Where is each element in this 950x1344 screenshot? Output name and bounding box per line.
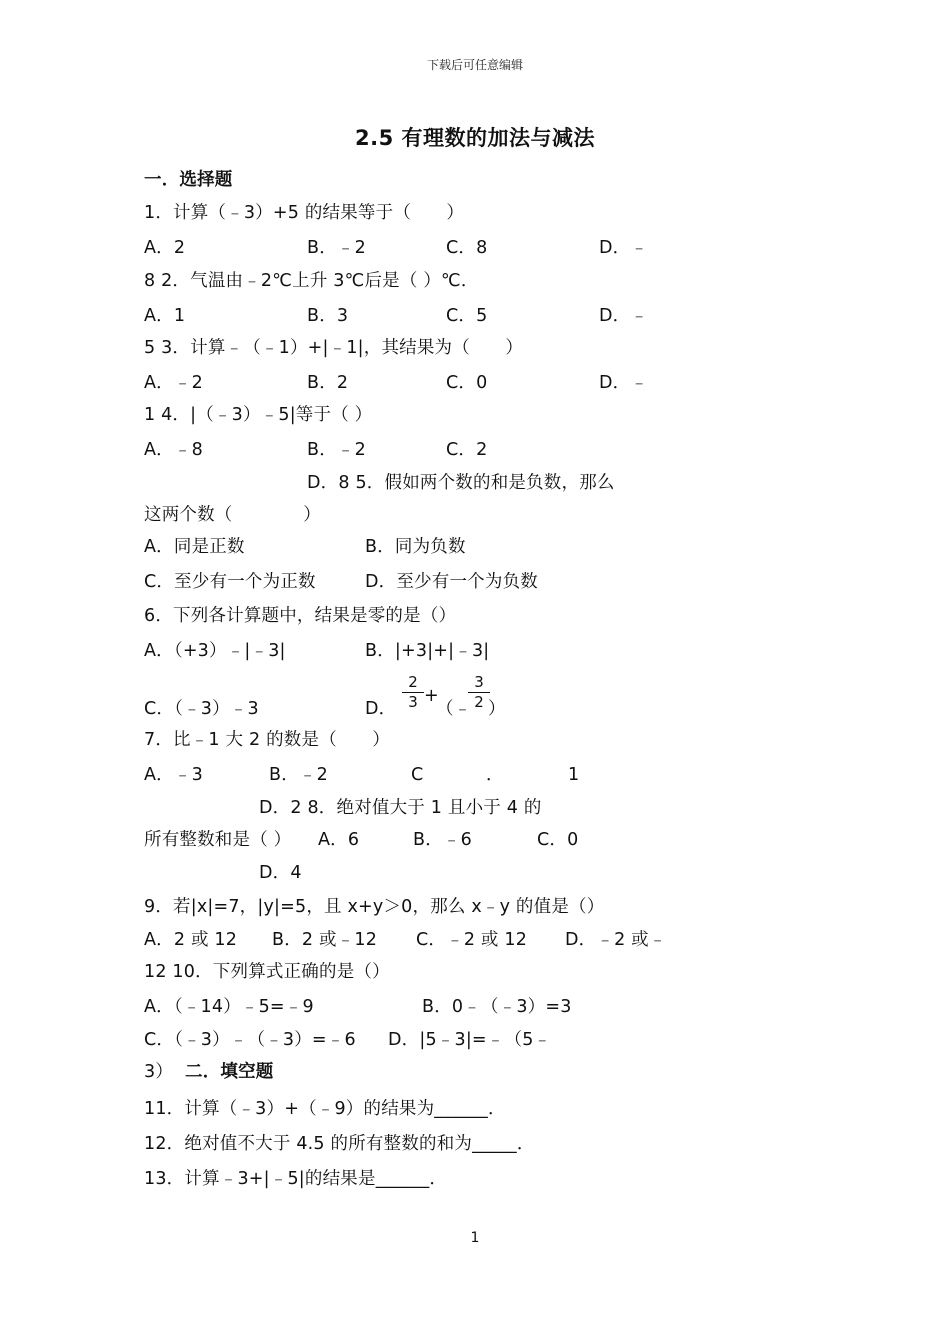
q1-option-b: B．﹣2 bbox=[307, 238, 366, 258]
q13-stem: 13．计算﹣3+|﹣5|的结果是______． bbox=[144, 1169, 448, 1189]
q10-option-d-cont: 3） bbox=[144, 1062, 174, 1082]
page-title: 2.5 有理数的加法与减法 bbox=[354, 126, 595, 150]
q3-option-b: B．2 bbox=[307, 373, 349, 393]
q3-option-d: D．﹣ bbox=[599, 373, 649, 393]
page-number: 1 bbox=[470, 1230, 480, 1246]
q6-fraction-three-halves bbox=[468, 674, 490, 711]
section-choice-heading: 一．选择题 bbox=[144, 170, 233, 190]
q4-option-c: C．2 bbox=[446, 440, 488, 460]
q3-stem: 5 3．计算﹣（﹣1）+|﹣1|，其结果为（ ） bbox=[144, 338, 524, 358]
q7-option-c-value: 1 bbox=[568, 765, 580, 785]
q1-option-a: A．2 bbox=[144, 238, 186, 258]
q9-option-a: A．2 或 12 bbox=[144, 930, 238, 950]
q8-stem-cont: 所有整数和是（ ） bbox=[144, 830, 292, 850]
q2-option-d: D．﹣ bbox=[599, 306, 649, 326]
q8-stem: D．2 8．绝对值大于 1 且小于 4 的 bbox=[259, 798, 542, 818]
q7-option-a: A．﹣3 bbox=[144, 765, 203, 785]
q6-stem: 6．下列各计算题中，结果是零的是（） bbox=[144, 606, 457, 626]
q12-stem: 12．绝对值不大于 4.5 的所有整数的和为_____． bbox=[144, 1134, 535, 1154]
q6-close-paren: ） bbox=[488, 699, 506, 719]
q6-frac1-numerator: 2 bbox=[402, 674, 424, 693]
q8-option-c: C．0 bbox=[537, 830, 579, 850]
q5-option-b: B．同为负数 bbox=[365, 537, 466, 557]
q1-stem: 1．计算（﹣3）+5 的结果等于（ ） bbox=[144, 203, 465, 223]
q6-option-a: A．（+3）﹣|﹣3| bbox=[144, 641, 286, 661]
q2-option-a: A．1 bbox=[144, 306, 186, 326]
q10-option-a: A．（﹣14）﹣5=﹣9 bbox=[144, 997, 314, 1017]
q5-option-d: D．至少有一个为负数 bbox=[365, 572, 538, 592]
q5-option-c: C．至少有一个为正数 bbox=[144, 572, 316, 592]
q3-option-a: A．﹣2 bbox=[144, 373, 203, 393]
q5-option-a: A．同是正数 bbox=[144, 537, 245, 557]
q6-option-c: C．（﹣3）﹣3 bbox=[144, 699, 259, 719]
q5-stem: D．8 5．假如两个数的和是负数，那么 bbox=[307, 473, 615, 493]
q6-frac1-denominator: 3 bbox=[408, 693, 418, 711]
q9-option-b: B．2 或﹣12 bbox=[272, 930, 378, 950]
q9-stem: 9．若|x|=7，|y|=5，且 x+y＞0，那么 x﹣y 的值是（） bbox=[144, 897, 605, 917]
q2-option-b: B．3 bbox=[307, 306, 349, 326]
q6-frac2-denominator: 2 bbox=[474, 693, 484, 711]
q6-option-d-label: D． bbox=[365, 699, 397, 719]
q9-option-c: C．﹣2 或 12 bbox=[416, 930, 528, 950]
q4-stem: 1 4．|（﹣3）﹣5|等于（ ） bbox=[144, 405, 373, 425]
q6-plus-sign: + bbox=[424, 686, 439, 706]
q3-option-c: C．0 bbox=[446, 373, 488, 393]
q7-option-b: B．﹣2 bbox=[269, 765, 328, 785]
q7-stem: 7．比﹣1 大 2 的数是（ ） bbox=[144, 730, 390, 750]
q8-option-a: A．6 bbox=[318, 830, 360, 850]
q9-option-d: D．﹣2 或﹣ bbox=[565, 930, 667, 950]
q10-option-d: D．|5﹣3|=﹣（5﹣ bbox=[388, 1030, 552, 1050]
q6-open-paren: （﹣ bbox=[436, 699, 472, 719]
q10-option-c: C．（﹣3）﹣（﹣3）=﹣6 bbox=[144, 1030, 356, 1050]
q10-option-b: B．0﹣（﹣3）=3 bbox=[422, 997, 572, 1017]
q6-option-b: B．|+3|+|﹣3| bbox=[365, 641, 490, 661]
q2-option-c: C．5 bbox=[446, 306, 488, 326]
section-fill-heading: 二．填空题 bbox=[185, 1062, 274, 1082]
q5-stem-cont: 这两个数（ ） bbox=[144, 505, 321, 525]
q2-stem: 8 2．气温由﹣2℃上升 3℃后是（ ）℃． bbox=[144, 271, 479, 291]
q6-frac2-numerator: 3 bbox=[468, 674, 490, 693]
q8-option-b: B．﹣6 bbox=[413, 830, 472, 850]
page-header: 下载后可任意编辑 bbox=[426, 58, 523, 72]
q7-option-c-letter: C bbox=[411, 765, 424, 785]
q7-option-c-dot: ． bbox=[486, 765, 504, 785]
q10-stem: 12 10．下列算式正确的是（） bbox=[144, 962, 390, 982]
q6-fraction-two-thirds bbox=[402, 674, 424, 711]
q1-option-d: D．﹣ bbox=[599, 238, 649, 258]
q11-stem: 11．计算（﹣3）+（﹣9）的结果为______． bbox=[144, 1099, 506, 1119]
q1-option-c: C．8 bbox=[446, 238, 488, 258]
q8-option-d: D．4 bbox=[259, 863, 302, 883]
q4-option-b: B．﹣2 bbox=[307, 440, 366, 460]
q4-option-a: A．﹣8 bbox=[144, 440, 203, 460]
